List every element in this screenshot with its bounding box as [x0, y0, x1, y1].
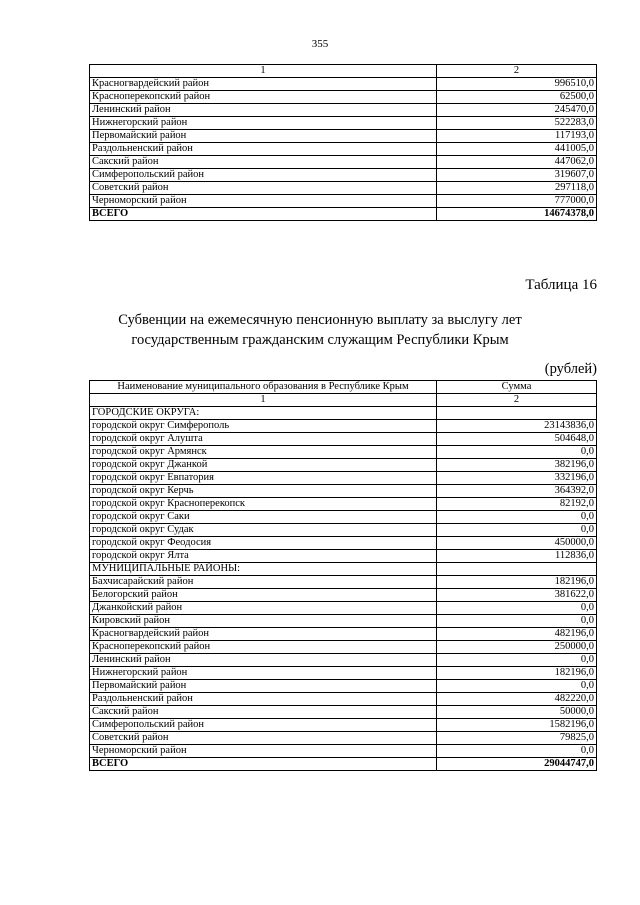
name-cell: Сакский район: [90, 156, 437, 169]
table-1-body: [90, 65, 597, 221]
amount-cell: 450000,0: [437, 537, 597, 550]
name-cell: Красногвардейский район: [90, 628, 437, 641]
table-row: [90, 706, 597, 719]
name-cell: Симферопольский район: [90, 719, 437, 732]
name-cell: городской округ Армянск: [90, 446, 437, 459]
name-cell: Советский район: [90, 732, 437, 745]
name-cell: Черноморский район: [90, 745, 437, 758]
column-number-row: [90, 394, 597, 407]
name-cell: Наименование муниципального образования в Республике Крым: [90, 381, 437, 394]
name-cell: Раздольненский район: [90, 143, 437, 156]
table-row: [90, 446, 597, 459]
table-row: [90, 420, 597, 433]
amount-cell: 447062,0: [437, 156, 597, 169]
table-title-line-1: Субвенции на ежемесячную пенсионную выплату за выслугу лет: [118, 312, 522, 328]
name-cell: Советский район: [90, 182, 437, 195]
name-cell: городской округ Джанкой: [90, 459, 437, 472]
amount-cell: 1582196,0: [437, 719, 597, 732]
amount-cell: 0,0: [437, 446, 597, 459]
table-row: [90, 537, 597, 550]
amount-cell: 82192,0: [437, 498, 597, 511]
amount-cell: 2: [437, 65, 597, 78]
table-row: [90, 169, 597, 182]
name-cell: ВСЕГО: [90, 208, 437, 221]
amount-cell: [437, 563, 597, 576]
name-cell: ГОРОДСКИЕ ОКРУГА:: [90, 407, 437, 420]
amount-cell: 482220,0: [437, 693, 597, 706]
amount-cell: 62500,0: [437, 91, 597, 104]
unit-label: (рублей): [544, 361, 597, 377]
amount-cell: 29044747,0: [437, 758, 597, 771]
amount-cell: 441005,0: [437, 143, 597, 156]
amount-cell: 0,0: [437, 511, 597, 524]
table-row: [90, 589, 597, 602]
name-cell: Красноперекопский район: [90, 641, 437, 654]
name-cell: Черноморский район: [90, 195, 437, 208]
section-row: [90, 563, 597, 576]
amount-cell: 332196,0: [437, 472, 597, 485]
total-row: [90, 758, 597, 771]
table-row: [90, 550, 597, 563]
amount-cell: 996510,0: [437, 78, 597, 91]
table-row: [90, 524, 597, 537]
name-cell: городской округ Феодосия: [90, 537, 437, 550]
name-cell: Джанкойский район: [90, 602, 437, 615]
name-cell: 1: [90, 65, 437, 78]
table-row: [90, 732, 597, 745]
table-row: [90, 195, 597, 208]
name-cell: Нижнегорский район: [90, 117, 437, 130]
amount-cell: 117193,0: [437, 130, 597, 143]
name-cell: Первомайский район: [90, 680, 437, 693]
amount-cell: 0,0: [437, 524, 597, 537]
table-row: [90, 615, 597, 628]
amount-cell: 0,0: [437, 602, 597, 615]
amount-cell: 482196,0: [437, 628, 597, 641]
table-row: [90, 143, 597, 156]
table-16-body: [90, 381, 597, 771]
amount-cell: 23143836,0: [437, 420, 597, 433]
table-row: [90, 667, 597, 680]
amount-cell: 79825,0: [437, 732, 597, 745]
table-row: [90, 156, 597, 169]
table-row: [90, 719, 597, 732]
table-title: [0, 310, 640, 350]
amount-cell: 381622,0: [437, 589, 597, 602]
table-row: [90, 641, 597, 654]
amount-cell: 382196,0: [437, 459, 597, 472]
table-row: [90, 511, 597, 524]
table-row: [90, 602, 597, 615]
amount-cell: 112836,0: [437, 550, 597, 563]
name-cell: городской округ Алушта: [90, 433, 437, 446]
name-cell: Бахчисарайский район: [90, 576, 437, 589]
amount-cell: 245470,0: [437, 104, 597, 117]
name-cell: Кировский район: [90, 615, 437, 628]
page-number: 355: [311, 38, 329, 50]
name-cell: городской округ Керчь: [90, 485, 437, 498]
amount-cell: 182196,0: [437, 576, 597, 589]
table-row: [90, 745, 597, 758]
amount-cell: 777000,0: [437, 195, 597, 208]
table-1: [89, 64, 597, 221]
amount-cell: 319607,0: [437, 169, 597, 182]
name-cell: городской округ Евпатория: [90, 472, 437, 485]
amount-cell: 0,0: [437, 680, 597, 693]
table-row: [90, 182, 597, 195]
section-row: [90, 407, 597, 420]
table-row: [90, 91, 597, 104]
amount-cell: 250000,0: [437, 641, 597, 654]
table-row: [90, 693, 597, 706]
amount-cell: 504648,0: [437, 433, 597, 446]
table-row: [90, 498, 597, 511]
name-cell: МУНИЦИПАЛЬНЫЕ РАЙОНЫ:: [90, 563, 437, 576]
table-row: [90, 628, 597, 641]
name-cell: Красноперекопский район: [90, 91, 437, 104]
table-row: [90, 104, 597, 117]
amount-cell: 522283,0: [437, 117, 597, 130]
name-cell: Симферопольский район: [90, 169, 437, 182]
name-cell: Нижнегорский район: [90, 667, 437, 680]
amount-cell: Сумма: [437, 381, 597, 394]
table-row: [90, 117, 597, 130]
name-cell: городской округ Красноперекопск: [90, 498, 437, 511]
name-cell: городской округ Саки: [90, 511, 437, 524]
header-row: [90, 381, 597, 394]
table-row: [90, 654, 597, 667]
header-row: [90, 65, 597, 78]
table-row: [90, 680, 597, 693]
amount-cell: 297118,0: [437, 182, 597, 195]
name-cell: городской округ Ялта: [90, 550, 437, 563]
name-cell: ВСЕГО: [90, 758, 437, 771]
name-cell: Ленинский район: [90, 104, 437, 117]
table-title-line-2: государственным гражданским служащим Республики Крым: [131, 332, 509, 348]
name-cell: Ленинский район: [90, 654, 437, 667]
amount-cell: 364392,0: [437, 485, 597, 498]
table-row: [90, 472, 597, 485]
table-row: [90, 576, 597, 589]
table-row: [90, 459, 597, 472]
amount-cell: 182196,0: [437, 667, 597, 680]
table-row: [90, 78, 597, 91]
name-cell: Раздольненский район: [90, 693, 437, 706]
amount-cell: 0,0: [437, 745, 597, 758]
name-cell: 1: [90, 394, 437, 407]
table-row: [90, 130, 597, 143]
name-cell: городской округ Симферополь: [90, 420, 437, 433]
table-row: [90, 485, 597, 498]
total-row: [90, 208, 597, 221]
table-row: [90, 433, 597, 446]
amount-cell: 14674378,0: [437, 208, 597, 221]
name-cell: Сакский район: [90, 706, 437, 719]
table-16: [89, 380, 597, 771]
amount-cell: [437, 407, 597, 420]
amount-cell: 0,0: [437, 654, 597, 667]
amount-cell: 2: [437, 394, 597, 407]
name-cell: Красногвардейский район: [90, 78, 437, 91]
table-number: Таблица 16: [525, 277, 597, 293]
amount-cell: 0,0: [437, 615, 597, 628]
name-cell: Белогорский район: [90, 589, 437, 602]
amount-cell: 50000,0: [437, 706, 597, 719]
name-cell: Первомайский район: [90, 130, 437, 143]
name-cell: городской округ Судак: [90, 524, 437, 537]
